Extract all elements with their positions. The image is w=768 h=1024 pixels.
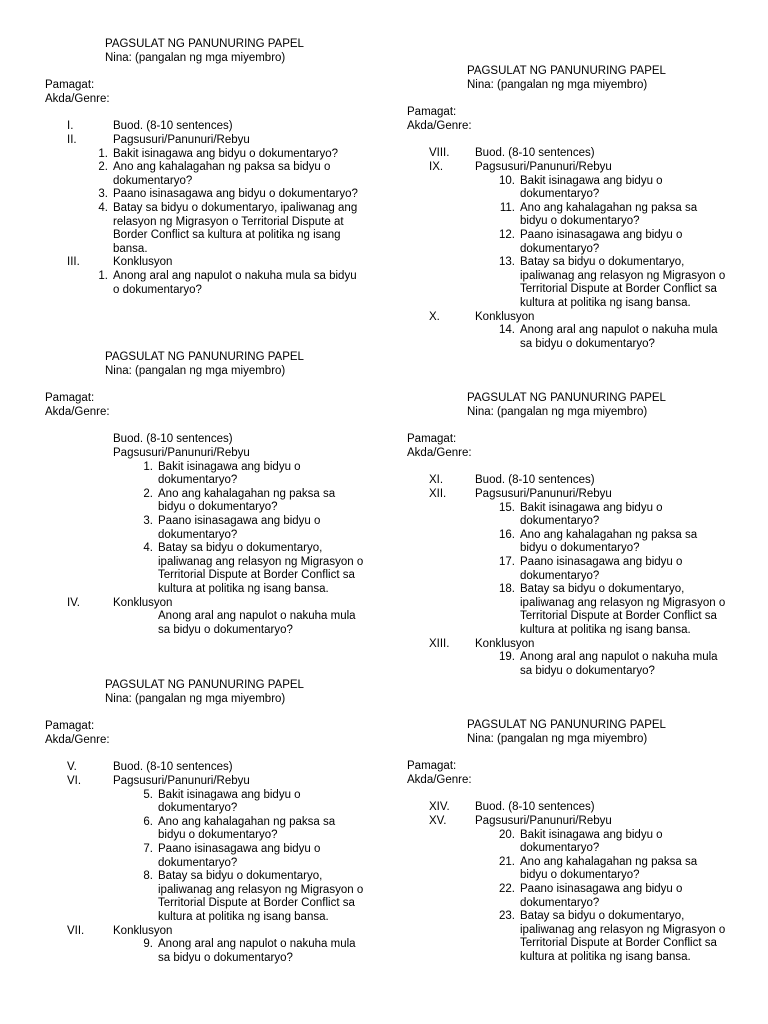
- list-item: [492, 883, 727, 910]
- item-number: 2.: [143, 487, 153, 500]
- roman-numeral: I.: [67, 120, 74, 133]
- section-label: Buod. (8-10 sentences): [113, 761, 233, 774]
- list-item: [90, 188, 365, 202]
- item-text: Paano isinasagawa ang bidyu o dokumentaryo?: [520, 228, 683, 255]
- item-number: 9.: [143, 938, 153, 951]
- section-konklusyon: [45, 256, 365, 270]
- item-text: Anong aral ang napulot o nakuha mula sa bidyu o dokumentaryo?: [520, 324, 718, 350]
- list-item: [135, 816, 365, 843]
- section-label: Konklusyon: [113, 256, 173, 269]
- item-number: 2.: [98, 161, 108, 174]
- roman-numeral: VII.: [67, 924, 85, 937]
- section-label: Buod. (8-10 sentences): [113, 120, 233, 133]
- section-label: Buod. (8-10 sentences): [475, 474, 595, 487]
- list-item: [135, 870, 365, 924]
- item-text: Anong aral ang napulot o nakuha mula sa bidyu o dokumentaryo?: [113, 269, 357, 296]
- pamagat-label: Pamagat:: [45, 720, 95, 733]
- list-item: [90, 161, 365, 188]
- pamagat-label: Pamagat:: [407, 760, 457, 773]
- header-members: Nina: (pangalan ng mga miyembro): [105, 692, 286, 705]
- list-item: [492, 529, 727, 556]
- item-number: 4.: [98, 201, 108, 214]
- header-members: Nina: (pangalan ng mga miyembro): [467, 732, 648, 745]
- roman-numeral: IV.: [67, 596, 81, 609]
- item-text: Batay sa bidyu o dokumentaryo, ipaliwanag ang relasyon ng Migrasyon o Territorial Dispute at Border Conflict sa kultura at politika ng isang bansa.: [520, 583, 726, 636]
- worksheet-block-3: [45, 679, 365, 965]
- item-text: Bakit isinagawa ang bidyu o dokumentaryo?: [520, 501, 663, 528]
- question-list: [135, 789, 365, 925]
- list-item: [135, 542, 365, 596]
- item-number: 16.: [499, 528, 515, 541]
- section-label: Buod. (8-10 sentences): [475, 147, 595, 160]
- worksheet-block-2: [45, 351, 365, 637]
- item-text: Ano ang kahalagahan ng paksa sa bidyu o dokumentaryo?: [520, 855, 698, 882]
- header-title: PAGSULAT NG PANUNURING PAPEL: [467, 65, 666, 77]
- roman-numeral: XIV.: [429, 801, 450, 814]
- item-number: 11.: [499, 201, 515, 214]
- block-header: [467, 392, 727, 419]
- list-item: [492, 651, 727, 678]
- item-number: 17.: [499, 555, 515, 568]
- question-list: [492, 175, 727, 311]
- item-text: Batay sa bidyu o dokumentaryo, ipaliwanag ang relasyon ng Migrasyon o Territorial Dispute at Border Conflict sa kultura at politika ng isang bansa.: [520, 910, 726, 963]
- header-members: Nina: (pangalan ng mga miyembro): [467, 405, 648, 418]
- section-label: Buod. (8-10 sentences): [113, 433, 233, 446]
- section-konklusyon: [407, 311, 727, 325]
- pamagat-label: Pamagat:: [407, 106, 457, 119]
- item-text: Ano ang kahalagahan ng paksa sa bidyu o dokumentaryo?: [520, 201, 698, 228]
- item-text: Batay sa bidyu o dokumentaryo, ipaliwanag ang relasyon ng Migrasyon o Territorial Dispute at Border Conflict sa kultura at politika ng isang bansa.: [520, 256, 726, 309]
- block-header: [105, 38, 365, 65]
- list-item: [492, 829, 727, 856]
- item-text: Batay sa bidyu o dokumentaryo, ipaliwanag ang relasyon ng Migrasyon o Territorial Dispute at Border Conflict sa kultura at politika ng isang bansa.: [158, 870, 364, 923]
- list-item: [492, 502, 727, 529]
- item-number: 1.: [143, 460, 153, 473]
- section-pagsusuri: [45, 134, 365, 148]
- section-buod: [45, 761, 365, 775]
- section-buod: [45, 120, 365, 134]
- section-label: Konklusyon: [475, 310, 535, 323]
- section-label: Konklusyon: [113, 596, 173, 609]
- list-item: [492, 910, 727, 964]
- item-text: Paano isinasagawa ang bidyu o dokumentaryo?: [520, 555, 683, 582]
- question-list: [492, 324, 727, 351]
- roman-numeral: XII.: [429, 487, 447, 500]
- list-item: [492, 324, 727, 351]
- item-number: 15.: [499, 501, 515, 514]
- block-meta: [407, 106, 727, 133]
- worksheet-block-5: [407, 392, 727, 678]
- block-header: [467, 65, 727, 92]
- item-text: Paano isinasagawa ang bidyu o dokumentaryo?: [113, 188, 358, 201]
- list-item: [135, 938, 365, 965]
- pamagat-label: Pamagat:: [45, 79, 95, 92]
- section-buod: [407, 801, 727, 815]
- question-list: [492, 502, 727, 638]
- item-text: Ano ang kahalagahan ng paksa sa bidyu o dokumentaryo?: [113, 161, 331, 187]
- item-number: 4.: [143, 542, 153, 555]
- header-title: PAGSULAT NG PANUNURING PAPEL: [105, 351, 304, 363]
- item-text: Ano ang kahalagahan ng paksa sa bidyu o dokumentaryo?: [158, 815, 336, 842]
- question-list: [492, 829, 727, 965]
- block-meta: [407, 760, 727, 787]
- item-text: Ano ang kahalagahan ng paksa sa bidyu o dokumentaryo?: [158, 487, 336, 514]
- section-label: Pagsusuri/Panunuri/Rebyu: [475, 814, 612, 827]
- pamagat-label: Pamagat:: [45, 392, 95, 405]
- item-number: 3.: [98, 188, 108, 201]
- section-label: Pagsusuri/Panunuri/Rebyu: [113, 774, 250, 787]
- section-label: Pagsusuri/Panunuri/Rebyu: [113, 446, 250, 459]
- item-number: 22.: [499, 882, 515, 895]
- section-buod: [407, 147, 727, 161]
- item-text: Bakit isinagawa ang bidyu o dokumentaryo?: [158, 460, 301, 487]
- section-pagsusuri: [45, 447, 365, 461]
- item-text: Ano ang kahalagahan ng paksa sa bidyu o dokumentaryo?: [520, 528, 698, 555]
- list-item: [135, 488, 365, 515]
- section-label: Buod. (8-10 sentences): [475, 801, 595, 814]
- header-members: Nina: (pangalan ng mga miyembro): [105, 364, 286, 377]
- roman-numeral: XI.: [429, 474, 444, 487]
- item-number: 23.: [499, 910, 515, 923]
- list-item: [492, 583, 727, 637]
- question-list: [90, 148, 365, 257]
- question-list: [135, 461, 365, 597]
- item-number: 6.: [143, 815, 153, 828]
- roman-numeral: XIII.: [429, 637, 450, 650]
- list-item: [135, 515, 365, 542]
- item-text: Paano isinasagawa ang bidyu o dokumentaryo?: [158, 842, 321, 869]
- item-text: Paano isinasagawa ang bidyu o dokumentaryo?: [158, 514, 321, 541]
- roman-numeral: XV.: [429, 814, 447, 827]
- akda-genre-label: Akda/Genre:: [45, 92, 110, 105]
- block-header: [105, 679, 365, 706]
- section-pagsusuri: [407, 161, 727, 175]
- list-item: [135, 610, 365, 637]
- item-number: 5.: [143, 788, 153, 801]
- pamagat-label: Pamagat:: [407, 433, 457, 446]
- item-number: 8.: [143, 870, 153, 883]
- section-buod: [407, 474, 727, 488]
- block-meta: [45, 720, 365, 747]
- section-label: Pagsusuri/Panunuri/Rebyu: [475, 487, 612, 500]
- roman-numeral: IX.: [429, 160, 444, 173]
- question-list: [135, 938, 365, 965]
- list-item: [90, 202, 365, 256]
- question-list: [90, 270, 365, 297]
- item-text: Paano isinasagawa ang bidyu o dokumentaryo?: [520, 882, 683, 909]
- item-number: 1.: [98, 269, 108, 282]
- list-item: [492, 556, 727, 583]
- list-item: [135, 461, 365, 488]
- roman-numeral: VIII.: [429, 147, 450, 160]
- item-number: 19.: [499, 651, 515, 664]
- section-label: Pagsusuri/Panunuri/Rebyu: [113, 133, 250, 146]
- item-number: 14.: [499, 324, 515, 337]
- section-pagsusuri: [45, 775, 365, 789]
- item-text: Bakit isinagawa ang bidyu o dokumentaryo?: [520, 828, 663, 855]
- section-pagsusuri: [407, 815, 727, 829]
- akda-genre-label: Akda/Genre:: [45, 733, 110, 746]
- item-number: 12.: [499, 228, 515, 241]
- akda-genre-label: Akda/Genre:: [407, 119, 472, 132]
- worksheet-block-6: [407, 719, 727, 965]
- item-text: Anong aral ang napulot o nakuha mula sa bidyu o dokumentaryo?: [158, 938, 356, 964]
- block-header: [467, 719, 727, 746]
- item-number: 3.: [143, 514, 153, 527]
- block-meta: [407, 433, 727, 460]
- item-text: Batay sa bidyu o dokumentaryo, ipaliwanag ang relasyon ng Migrasyon o Territorial Dispute at Border Conflict sa kultura at politika ng isang bansa.: [113, 201, 358, 255]
- section-konklusyon: [45, 925, 365, 939]
- list-item: [90, 148, 365, 162]
- roman-numeral: III.: [67, 256, 80, 269]
- item-number: 10.: [499, 174, 515, 187]
- list-item: [135, 843, 365, 870]
- list-item: [492, 229, 727, 256]
- section-buod: [45, 433, 365, 447]
- header-members: Nina: (pangalan ng mga miyembro): [467, 78, 648, 91]
- header-members: Nina: (pangalan ng mga miyembro): [105, 51, 286, 64]
- item-number: 18.: [499, 583, 515, 596]
- section-konklusyon: [407, 638, 727, 652]
- question-list: [135, 610, 365, 637]
- header-title: PAGSULAT NG PANUNURING PAPEL: [467, 392, 666, 404]
- item-number: 21.: [499, 855, 515, 868]
- item-text: Anong aral ang napulot o nakuha mula sa bidyu o dokumentaryo?: [158, 610, 356, 636]
- list-item: [492, 256, 727, 310]
- roman-numeral: [45, 447, 113, 461]
- list-item: [492, 175, 727, 202]
- question-list: [492, 651, 727, 678]
- section-label: Konklusyon: [475, 637, 535, 650]
- item-number: 7.: [143, 842, 153, 855]
- worksheet-block-1: [45, 38, 365, 297]
- roman-numeral: VI.: [67, 774, 82, 787]
- list-item: [492, 856, 727, 883]
- item-text: Bakit isinagawa ang bidyu o dokumentaryo?: [113, 147, 339, 160]
- akda-genre-label: Akda/Genre:: [45, 405, 110, 418]
- list-item: [492, 202, 727, 229]
- section-konklusyon: [45, 597, 365, 611]
- item-text: Bakit isinagawa ang bidyu o dokumentaryo?: [158, 788, 301, 815]
- roman-numeral: II.: [67, 133, 77, 146]
- item-number: 1.: [98, 147, 108, 160]
- section-label: Pagsusuri/Panunuri/Rebyu: [475, 160, 612, 173]
- roman-numeral: X.: [429, 310, 440, 323]
- akda-genre-label: Akda/Genre:: [407, 773, 472, 786]
- list-item: [90, 270, 365, 297]
- item-text: Bakit isinagawa ang bidyu o dokumentaryo?: [520, 174, 663, 201]
- block-header: [105, 351, 365, 378]
- item-text: Anong aral ang napulot o nakuha mula sa bidyu o dokumentaryo?: [520, 651, 718, 677]
- section-pagsusuri: [407, 488, 727, 502]
- block-meta: [45, 392, 365, 419]
- block-meta: [45, 79, 365, 106]
- item-number: 20.: [499, 828, 515, 841]
- header-title: PAGSULAT NG PANUNURING PAPEL: [105, 679, 304, 691]
- akda-genre-label: Akda/Genre:: [407, 446, 472, 459]
- item-text: Batay sa bidyu o dokumentaryo, ipaliwanag ang relasyon ng Migrasyon o Territorial Dispute at Border Conflict sa kultura at politika ng isang bansa.: [158, 542, 364, 595]
- list-item: [135, 789, 365, 816]
- header-title: PAGSULAT NG PANUNURING PAPEL: [467, 719, 666, 731]
- item-number: 13.: [499, 256, 515, 269]
- worksheet-block-4: [407, 65, 727, 351]
- header-title: PAGSULAT NG PANUNURING PAPEL: [105, 38, 304, 50]
- item-number: [135, 610, 158, 637]
- section-label: Konklusyon: [113, 924, 173, 937]
- roman-numeral: V.: [67, 761, 77, 774]
- roman-numeral: [45, 433, 113, 447]
